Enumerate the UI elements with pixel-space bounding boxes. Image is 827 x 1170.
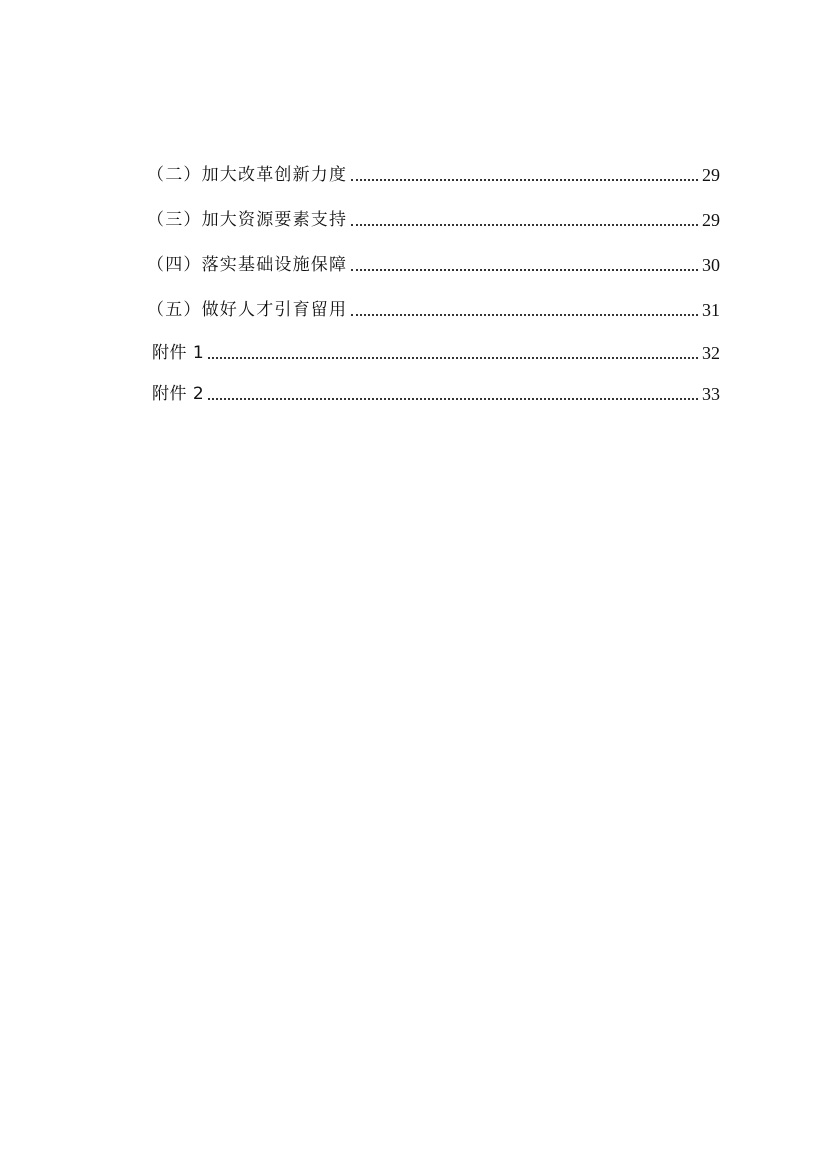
toc-entry-appendix[interactable] [147,336,720,364]
toc-entry-title: （五）做好人才引育留用 [147,300,348,320]
toc-entry-page: 29 [702,165,720,185]
toc-entry-title: （二）加大改革创新力度 [147,165,348,185]
dot-leader [208,397,698,400]
toc-entry-page: 30 [702,255,720,275]
toc-entry[interactable] [147,201,720,231]
dot-leader [351,178,698,181]
toc-entry-appendix[interactable] [147,377,720,405]
toc-entry-page: 29 [702,210,720,230]
toc-entry-title: （四）落实基础设施保障 [147,255,348,275]
toc-entry-page: 32 [702,343,720,363]
table-of-contents [147,156,720,418]
toc-entry-title: 附件 2 [152,384,205,404]
dot-leader [351,223,698,226]
toc-entry[interactable] [147,291,720,321]
toc-entry-title: 附件 1 [152,343,205,363]
toc-entry-title: （三）加大资源要素支持 [147,210,348,230]
toc-entry[interactable] [147,156,720,186]
dot-leader [351,313,698,316]
toc-entry-page: 31 [702,300,720,320]
toc-entry[interactable] [147,246,720,276]
toc-entry-page: 33 [702,384,720,404]
dot-leader [208,356,698,359]
dot-leader [351,268,698,271]
